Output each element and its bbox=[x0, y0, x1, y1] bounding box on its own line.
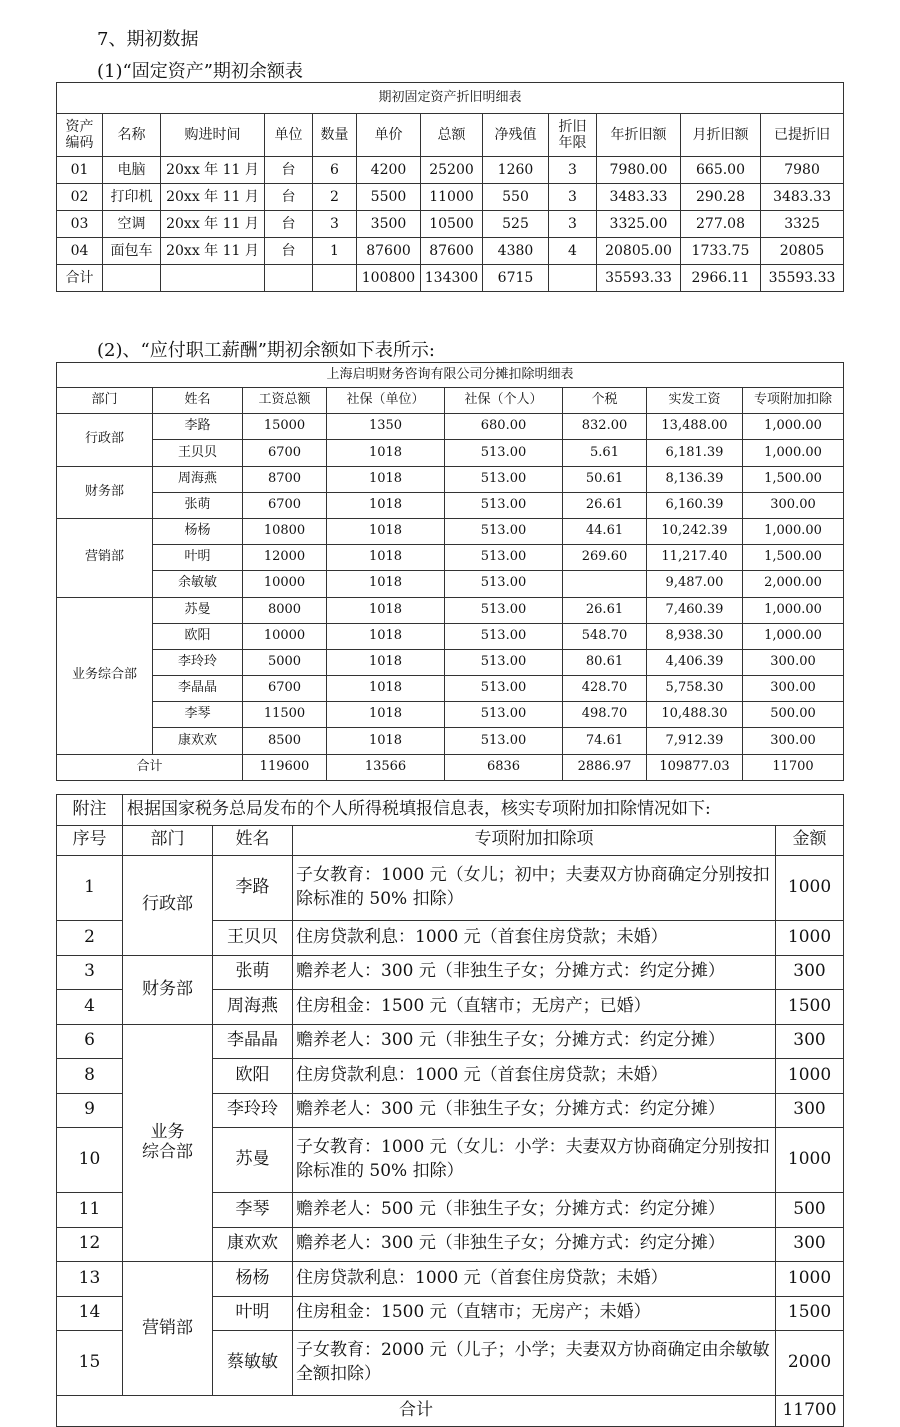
section-title: 7、期初数据 bbox=[97, 29, 199, 50]
table-cell: 面包车 bbox=[103, 238, 161, 265]
table-row bbox=[57, 440, 844, 466]
column-header: 名称 bbox=[103, 114, 161, 157]
employee-name: 周海燕 bbox=[213, 990, 293, 1025]
total-label: 合计 bbox=[57, 754, 243, 780]
total-cell bbox=[313, 265, 357, 292]
table-row bbox=[57, 623, 844, 649]
table-cell: 1018 bbox=[327, 492, 445, 518]
deduction-item: 住房贷款利息：1000 元（首套住房贷款；未婚） bbox=[293, 1262, 776, 1297]
column-header: 部门 bbox=[123, 825, 213, 856]
table-cell: 李玲玲 bbox=[153, 649, 243, 675]
table-cell: 87600 bbox=[421, 238, 483, 265]
employee-name: 杨杨 bbox=[213, 1262, 293, 1297]
total-amount: 11700 bbox=[776, 1396, 844, 1427]
table-cell: 500.00 bbox=[743, 702, 844, 728]
row-number: 9 bbox=[57, 1093, 123, 1128]
table-cell: 44.61 bbox=[563, 518, 647, 544]
row-number: 2 bbox=[57, 921, 123, 956]
table-cell: 1018 bbox=[327, 518, 445, 544]
deduction-item: 赡养老人：300 元（非独生子女；分摊方式：约定分摊） bbox=[293, 1024, 776, 1059]
table-cell: 832.00 bbox=[563, 414, 647, 440]
table-cell: 1,000.00 bbox=[743, 597, 844, 623]
table-cell: 苏曼 bbox=[153, 597, 243, 623]
department-cell: 业务综合部 bbox=[57, 597, 153, 754]
row-number: 8 bbox=[57, 1059, 123, 1094]
table-cell: 李路 bbox=[153, 414, 243, 440]
total-cell: 11700 bbox=[743, 754, 844, 780]
table-cell: 5000 bbox=[243, 649, 327, 675]
department-cell: 营销部 bbox=[123, 1262, 213, 1396]
table-cell: 3483.33 bbox=[761, 184, 844, 211]
table-cell: 1018 bbox=[327, 440, 445, 466]
table-cell: 548.70 bbox=[563, 623, 647, 649]
employee-name: 李玲玲 bbox=[213, 1093, 293, 1128]
row-number: 4 bbox=[57, 990, 123, 1025]
table-cell: 电脑 bbox=[103, 157, 161, 184]
table-cell: 04 bbox=[57, 238, 103, 265]
table-cell: 3 bbox=[549, 211, 597, 238]
table-cell: 10,242.39 bbox=[647, 518, 743, 544]
deduction-amount: 1000 bbox=[776, 856, 844, 921]
deduction-item: 子女教育：1000 元（女儿；初中；夫妻双方协商确定分别按扣除标准的 50% 扣除） bbox=[293, 856, 776, 921]
table-cell: 680.00 bbox=[445, 414, 563, 440]
table-cell: 7980.00 bbox=[597, 157, 681, 184]
table-cell: 7980 bbox=[761, 157, 844, 184]
table-cell: 1733.75 bbox=[681, 238, 761, 265]
table-cell: 4200 bbox=[357, 157, 421, 184]
table-cell: 300.00 bbox=[743, 676, 844, 702]
table-cell: 513.00 bbox=[445, 545, 563, 571]
column-header: 部门 bbox=[57, 388, 153, 414]
table-cell: 10,488.30 bbox=[647, 702, 743, 728]
table-cell: 杨杨 bbox=[153, 518, 243, 544]
total-cell bbox=[265, 265, 313, 292]
table-cell: 1,500.00 bbox=[743, 466, 844, 492]
table-header-row bbox=[57, 114, 844, 157]
employee-name: 苏曼 bbox=[213, 1128, 293, 1193]
table-caption: 上海启明财务咨询有限公司分摊扣除明细表 bbox=[57, 363, 844, 388]
total-cell: 100800 bbox=[357, 265, 421, 292]
total-cell: 6715 bbox=[483, 265, 549, 292]
table-cell: 15000 bbox=[243, 414, 327, 440]
column-header: 月折旧额 bbox=[681, 114, 761, 157]
table-cell: 8700 bbox=[243, 466, 327, 492]
table-header-row bbox=[57, 388, 844, 414]
deduction-amount: 1500 bbox=[776, 1296, 844, 1331]
table-cell: 4380 bbox=[483, 238, 549, 265]
table-cell: 513.00 bbox=[445, 676, 563, 702]
department-cell: 行政部 bbox=[123, 856, 213, 956]
row-number: 1 bbox=[57, 856, 123, 921]
table-cell: 13,488.00 bbox=[647, 414, 743, 440]
table-cell: 513.00 bbox=[445, 702, 563, 728]
table-row bbox=[57, 728, 844, 754]
table-cell: 台 bbox=[265, 157, 313, 184]
table-cell: 03 bbox=[57, 211, 103, 238]
total-cell bbox=[103, 265, 161, 292]
table-cell: 8000 bbox=[243, 597, 327, 623]
table-cell: 513.00 bbox=[445, 518, 563, 544]
column-header: 单价 bbox=[357, 114, 421, 157]
table-cell: 3 bbox=[313, 211, 357, 238]
total-cell: 35593.33 bbox=[761, 265, 844, 292]
column-header: 社保（个人） bbox=[445, 388, 563, 414]
table-cell: 李琴 bbox=[153, 702, 243, 728]
table-cell: 290.28 bbox=[681, 184, 761, 211]
table-cell: 9,487.00 bbox=[647, 571, 743, 597]
table-cell: 1,000.00 bbox=[743, 414, 844, 440]
total-cell bbox=[549, 265, 597, 292]
deduction-amount: 1000 bbox=[776, 1059, 844, 1094]
table-cell: 513.00 bbox=[445, 623, 563, 649]
employee-name: 欧阳 bbox=[213, 1059, 293, 1094]
table-cell: 王贝贝 bbox=[153, 440, 243, 466]
note-row bbox=[57, 795, 844, 826]
table-cell: 7,460.39 bbox=[647, 597, 743, 623]
table-row bbox=[57, 492, 844, 518]
fixed-assets-table bbox=[56, 82, 844, 292]
table-cell: 6700 bbox=[243, 440, 327, 466]
table-cell: 1 bbox=[313, 238, 357, 265]
row-number: 13 bbox=[57, 1262, 123, 1297]
department-cell: 业务 综合部 bbox=[123, 1024, 213, 1262]
table-cell: 1260 bbox=[483, 157, 549, 184]
table-cell: 277.08 bbox=[681, 211, 761, 238]
table-cell: 20xx 年 11 月 bbox=[161, 184, 265, 211]
employee-name: 李路 bbox=[213, 856, 293, 921]
table-cell: 2,000.00 bbox=[743, 571, 844, 597]
table-cell: 1018 bbox=[327, 649, 445, 675]
table-cell: 5500 bbox=[357, 184, 421, 211]
department-cell: 财务部 bbox=[57, 466, 153, 518]
total-cell: 109877.03 bbox=[647, 754, 743, 780]
table-cell: 叶明 bbox=[153, 545, 243, 571]
deduction-amount: 1000 bbox=[776, 921, 844, 956]
special-deduction-table bbox=[56, 794, 844, 1427]
total-cell: 119600 bbox=[243, 754, 327, 780]
table-cell: 1018 bbox=[327, 728, 445, 754]
total-cell bbox=[161, 265, 265, 292]
table-caption: 期初固定资产折旧明细表 bbox=[57, 83, 844, 114]
total-cell: 2886.97 bbox=[563, 754, 647, 780]
table-cell: 8500 bbox=[243, 728, 327, 754]
table-cell: 513.00 bbox=[445, 728, 563, 754]
table-cell: 12000 bbox=[243, 545, 327, 571]
total-label: 合计 bbox=[57, 1396, 776, 1427]
table-cell: 20805 bbox=[761, 238, 844, 265]
table-cell: 01 bbox=[57, 157, 103, 184]
column-header: 单位 bbox=[265, 114, 313, 157]
table-cell: 8,938.30 bbox=[647, 623, 743, 649]
table-row bbox=[57, 597, 844, 623]
table-cell: 25200 bbox=[421, 157, 483, 184]
table-row bbox=[57, 955, 844, 990]
column-header: 姓名 bbox=[213, 825, 293, 856]
table-cell: 80.61 bbox=[563, 649, 647, 675]
total-row bbox=[57, 265, 844, 292]
table-cell: 20805.00 bbox=[597, 238, 681, 265]
deduction-amount: 300 bbox=[776, 1093, 844, 1128]
table-cell: 513.00 bbox=[445, 571, 563, 597]
table-cell: 1018 bbox=[327, 545, 445, 571]
deduction-item: 赡养老人：300 元（非独生子女；分摊方式：约定分摊） bbox=[293, 1093, 776, 1128]
table-cell: 428.70 bbox=[563, 676, 647, 702]
table-row bbox=[57, 545, 844, 571]
department-cell: 财务部 bbox=[123, 955, 213, 1024]
deduction-item: 子女教育：1000 元（女儿：小学：夫妻双方协商确定分别按扣除标准的 50% 扣除） bbox=[293, 1128, 776, 1193]
table-cell: 1018 bbox=[327, 623, 445, 649]
row-number: 6 bbox=[57, 1024, 123, 1059]
table-cell: 打印机 bbox=[103, 184, 161, 211]
table-cell: 台 bbox=[265, 184, 313, 211]
deduction-amount: 1500 bbox=[776, 990, 844, 1025]
table-cell: 498.70 bbox=[563, 702, 647, 728]
table-cell: 3483.33 bbox=[597, 184, 681, 211]
table-row bbox=[57, 1024, 844, 1059]
table-row bbox=[57, 238, 844, 265]
table-cell: 1018 bbox=[327, 597, 445, 623]
table-cell: 20xx 年 11 月 bbox=[161, 211, 265, 238]
table-cell: 康欢欢 bbox=[153, 728, 243, 754]
total-cell: 2966.11 bbox=[681, 265, 761, 292]
column-header: 资产 编码 bbox=[57, 114, 103, 157]
table-cell: 269.60 bbox=[563, 545, 647, 571]
table-cell: 665.00 bbox=[681, 157, 761, 184]
total-cell: 35593.33 bbox=[597, 265, 681, 292]
table-cell: 欧阳 bbox=[153, 623, 243, 649]
table-cell: 513.00 bbox=[445, 492, 563, 518]
table-cell: 26.61 bbox=[563, 597, 647, 623]
table-cell: 513.00 bbox=[445, 466, 563, 492]
table-cell: 26.61 bbox=[563, 492, 647, 518]
table-cell: 50.61 bbox=[563, 466, 647, 492]
table-cell: 02 bbox=[57, 184, 103, 211]
employee-name: 张萌 bbox=[213, 955, 293, 990]
payroll-table bbox=[56, 362, 844, 781]
total-cell: 134300 bbox=[421, 265, 483, 292]
table-cell: 10000 bbox=[243, 623, 327, 649]
column-header: 专项附加扣除 bbox=[743, 388, 844, 414]
table-row bbox=[57, 414, 844, 440]
table-cell: 3 bbox=[549, 157, 597, 184]
total-label: 合计 bbox=[57, 265, 103, 292]
column-header: 购进时间 bbox=[161, 114, 265, 157]
department-cell: 行政部 bbox=[57, 414, 153, 466]
column-header: 金额 bbox=[776, 825, 844, 856]
fixed-assets-heading: (1)“固定资产”期初余额表 bbox=[97, 61, 303, 82]
table-cell: 513.00 bbox=[445, 649, 563, 675]
row-number: 3 bbox=[57, 955, 123, 990]
table-cell: 11000 bbox=[421, 184, 483, 211]
table-cell: 1,000.00 bbox=[743, 440, 844, 466]
table-cell: 11500 bbox=[243, 702, 327, 728]
table-cell: 5,758.30 bbox=[647, 676, 743, 702]
table-cell: 李晶晶 bbox=[153, 676, 243, 702]
deduction-item: 赡养老人：300 元（非独生子女；分摊方式：约定分摊） bbox=[293, 955, 776, 990]
table-cell: 张萌 bbox=[153, 492, 243, 518]
table-cell: 余敏敏 bbox=[153, 571, 243, 597]
row-number: 11 bbox=[57, 1193, 123, 1228]
deduction-item: 住房租金：1500 元（直辖市；无房产；未婚） bbox=[293, 1296, 776, 1331]
table-row bbox=[57, 649, 844, 675]
table-cell: 8,136.39 bbox=[647, 466, 743, 492]
employee-name: 李琴 bbox=[213, 1193, 293, 1228]
payroll-heading: (2)、“应付职工薪酬”期初余额如下表所示: bbox=[97, 340, 435, 361]
table-cell: 3500 bbox=[357, 211, 421, 238]
table-cell: 6,160.39 bbox=[647, 492, 743, 518]
employee-name: 康欢欢 bbox=[213, 1227, 293, 1262]
table-cell: 11,217.40 bbox=[647, 545, 743, 571]
column-header: 社保（单位） bbox=[327, 388, 445, 414]
deduction-amount: 1000 bbox=[776, 1128, 844, 1193]
table-header-row bbox=[57, 825, 844, 856]
total-row bbox=[57, 754, 844, 780]
note-text: 根据国家税务总局发布的个人所得税填报信息表，核实专项附加扣除情况如下: bbox=[123, 795, 844, 826]
table-cell: 4 bbox=[549, 238, 597, 265]
column-header: 工资总额 bbox=[243, 388, 327, 414]
note-label: 附注 bbox=[57, 795, 123, 826]
table-caption-row bbox=[57, 363, 844, 388]
column-header: 已提折旧 bbox=[761, 114, 844, 157]
deduction-amount: 300 bbox=[776, 1227, 844, 1262]
employee-name: 叶明 bbox=[213, 1296, 293, 1331]
table-cell: 空调 bbox=[103, 211, 161, 238]
table-row bbox=[57, 676, 844, 702]
table-cell: 300.00 bbox=[743, 492, 844, 518]
table-cell: 1018 bbox=[327, 571, 445, 597]
deduction-amount: 1000 bbox=[776, 1262, 844, 1297]
table-cell: 10800 bbox=[243, 518, 327, 544]
table-cell: 300.00 bbox=[743, 728, 844, 754]
table-cell: 周海燕 bbox=[153, 466, 243, 492]
table-cell: 20xx 年 11 月 bbox=[161, 157, 265, 184]
table-cell: 300.00 bbox=[743, 649, 844, 675]
total-cell: 13566 bbox=[327, 754, 445, 780]
table-cell: 6700 bbox=[243, 492, 327, 518]
table-cell: 550 bbox=[483, 184, 549, 211]
table-cell: 1,000.00 bbox=[743, 518, 844, 544]
table-cell: 1,000.00 bbox=[743, 623, 844, 649]
department-cell: 营销部 bbox=[57, 518, 153, 597]
table-cell: 6,181.39 bbox=[647, 440, 743, 466]
column-header: 总额 bbox=[421, 114, 483, 157]
table-cell: 台 bbox=[265, 211, 313, 238]
column-header: 个税 bbox=[563, 388, 647, 414]
row-number: 12 bbox=[57, 1227, 123, 1262]
table-cell: 525 bbox=[483, 211, 549, 238]
deduction-amount: 500 bbox=[776, 1193, 844, 1228]
deduction-item: 住房贷款利息：1000 元（首套住房贷款；未婚） bbox=[293, 1059, 776, 1094]
deduction-item: 赡养老人：500 元（非独生子女；分摊方式：约定分摊） bbox=[293, 1193, 776, 1228]
table-cell: 74.61 bbox=[563, 728, 647, 754]
table-cell: 3325 bbox=[761, 211, 844, 238]
table-cell: 1350 bbox=[327, 414, 445, 440]
row-number: 15 bbox=[57, 1331, 123, 1396]
table-cell: 4,406.39 bbox=[647, 649, 743, 675]
table-cell: 1018 bbox=[327, 466, 445, 492]
table-cell: 5.61 bbox=[563, 440, 647, 466]
table-row bbox=[57, 466, 844, 492]
table-cell: 1018 bbox=[327, 676, 445, 702]
deduction-amount: 300 bbox=[776, 955, 844, 990]
column-header: 净残值 bbox=[483, 114, 549, 157]
table-cell: 513.00 bbox=[445, 440, 563, 466]
table-row bbox=[57, 856, 844, 921]
employee-name: 蔡敏敏 bbox=[213, 1331, 293, 1396]
table-row bbox=[57, 571, 844, 597]
table-cell: 3325.00 bbox=[597, 211, 681, 238]
table-cell bbox=[563, 571, 647, 597]
table-caption-row bbox=[57, 83, 844, 114]
column-header: 专项附加扣除项 bbox=[293, 825, 776, 856]
table-row bbox=[57, 211, 844, 238]
table-row bbox=[57, 157, 844, 184]
row-number: 10 bbox=[57, 1128, 123, 1193]
deduction-item: 住房贷款利息：1000 元（首套住房贷款；未婚） bbox=[293, 921, 776, 956]
column-header: 年折旧额 bbox=[597, 114, 681, 157]
table-row bbox=[57, 1262, 844, 1297]
table-cell: 10500 bbox=[421, 211, 483, 238]
column-header: 折旧 年限 bbox=[549, 114, 597, 157]
deduction-amount: 300 bbox=[776, 1024, 844, 1059]
column-header: 实发工资 bbox=[647, 388, 743, 414]
table-cell: 1018 bbox=[327, 702, 445, 728]
employee-name: 李晶晶 bbox=[213, 1024, 293, 1059]
total-cell: 6836 bbox=[445, 754, 563, 780]
table-cell: 87600 bbox=[357, 238, 421, 265]
column-header: 数量 bbox=[313, 114, 357, 157]
table-cell: 1,500.00 bbox=[743, 545, 844, 571]
row-number: 14 bbox=[57, 1296, 123, 1331]
table-cell: 3 bbox=[549, 184, 597, 211]
table-row bbox=[57, 518, 844, 544]
table-row bbox=[57, 184, 844, 211]
employee-name: 王贝贝 bbox=[213, 921, 293, 956]
table-cell: 台 bbox=[265, 238, 313, 265]
column-header: 序号 bbox=[57, 825, 123, 856]
deduction-item: 住房租金：1500 元（直辖市；无房产；已婚） bbox=[293, 990, 776, 1025]
table-cell: 513.00 bbox=[445, 597, 563, 623]
table-cell: 7,912.39 bbox=[647, 728, 743, 754]
table-cell: 10000 bbox=[243, 571, 327, 597]
table-row bbox=[57, 702, 844, 728]
column-header: 姓名 bbox=[153, 388, 243, 414]
deduction-item: 子女教育：2000 元（儿子；小学；夫妻双方协商确定由余敏敏全额扣除） bbox=[293, 1331, 776, 1396]
table-cell: 6700 bbox=[243, 676, 327, 702]
deduction-amount: 2000 bbox=[776, 1331, 844, 1396]
total-row bbox=[57, 1396, 844, 1427]
table-cell: 2 bbox=[313, 184, 357, 211]
table-cell: 20xx 年 11 月 bbox=[161, 238, 265, 265]
deduction-item: 赡养老人：300 元（非独生子女；分摊方式：约定分摊） bbox=[293, 1227, 776, 1262]
table-cell: 6 bbox=[313, 157, 357, 184]
